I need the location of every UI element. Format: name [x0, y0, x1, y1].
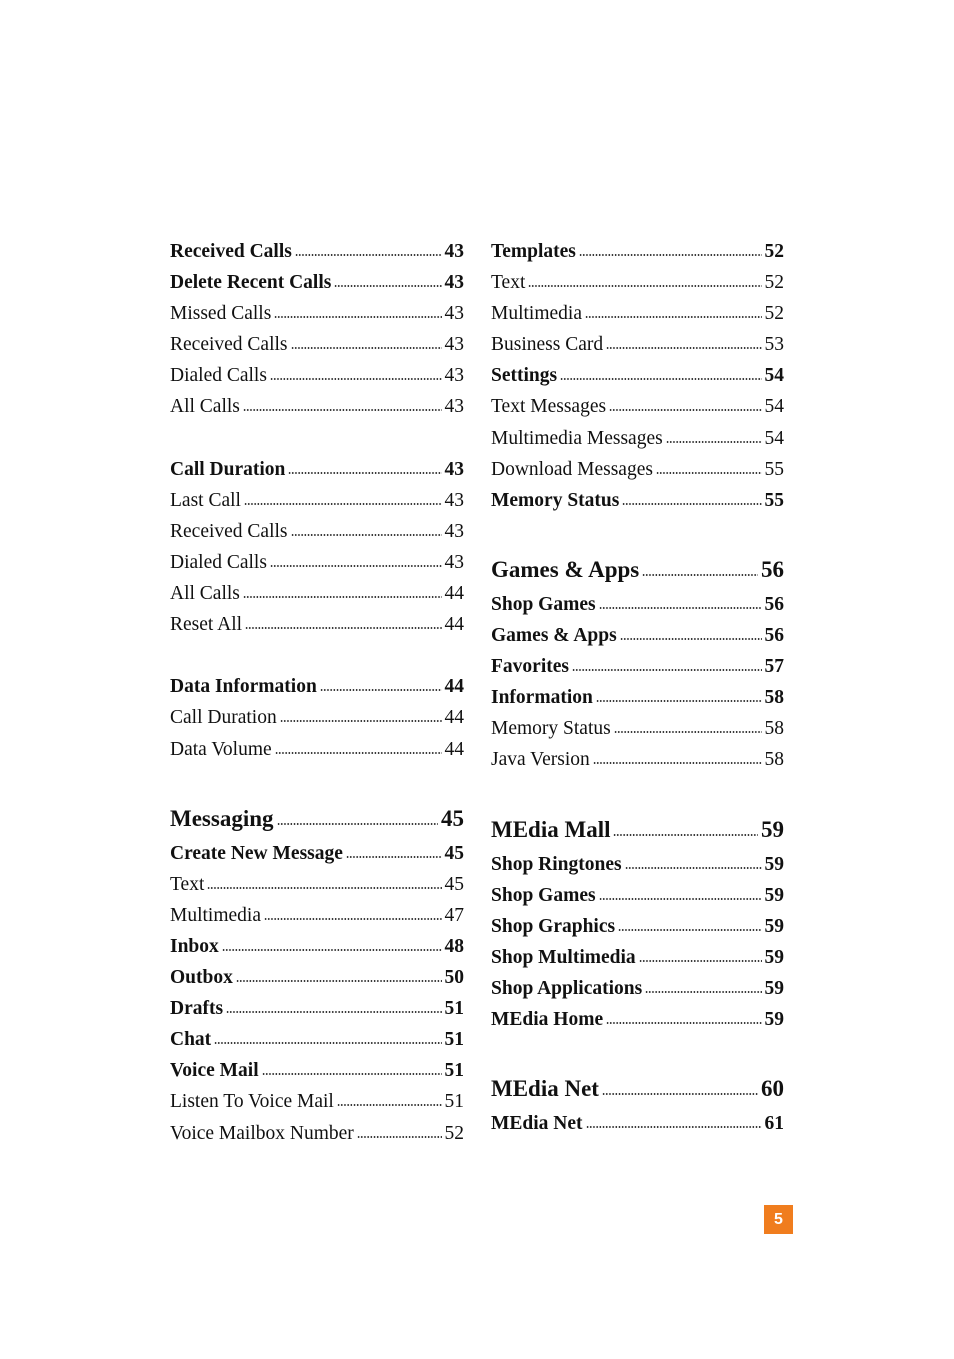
toc-entry-label: Multimedia Messages: [491, 427, 663, 449]
toc-entry-label: Create New Message: [170, 842, 343, 864]
dot-leader: [270, 377, 442, 381]
toc-entry-page: 52: [444, 1122, 464, 1144]
toc-entry-label: Data Information: [170, 676, 317, 698]
toc-entry-label: Shop Graphics: [491, 915, 616, 937]
dot-leader: [264, 917, 442, 921]
dot-leader: [585, 315, 762, 319]
toc-entry-page: 59: [764, 977, 784, 999]
toc-entry-drafts[interactable]: [170, 993, 464, 1024]
dot-leader: [613, 833, 758, 837]
toc-entry-all-calls[interactable]: [170, 578, 464, 609]
toc-entry-page: 56: [761, 556, 784, 582]
toc-entry-last-call[interactable]: [170, 485, 464, 516]
toc-entry-shop-games[interactable]: [491, 880, 784, 911]
dot-leader: [207, 886, 441, 890]
toc-entry-page: 52: [764, 241, 784, 262]
toc-entry-page: 56: [764, 593, 784, 615]
toc-entry-page: 43: [444, 365, 464, 387]
toc-entry-label: Chat: [170, 1029, 212, 1051]
page-number-badge: 5: [764, 1205, 793, 1234]
toc-entry-page: 44: [444, 676, 464, 698]
toc-entry-received-calls[interactable]: [170, 329, 464, 360]
toc-entry-page: 58: [764, 749, 784, 771]
toc-entry-page: 52: [764, 272, 784, 294]
dot-leader: [572, 668, 762, 672]
dot-leader: [214, 1041, 441, 1045]
toc-entry-label: Multimedia: [170, 904, 261, 926]
toc-entry-shop-games[interactable]: [491, 589, 784, 620]
dot-leader: [614, 730, 762, 734]
toc-entry-delete-recent-calls[interactable]: [170, 267, 464, 298]
toc-entry-label: Messaging: [170, 805, 274, 831]
toc-entry-label: MEdia Mall: [491, 816, 611, 842]
toc-entry-label: Inbox: [170, 935, 219, 957]
toc-entry-favorites[interactable]: [491, 651, 784, 682]
toc-entry-outbox[interactable]: [170, 962, 464, 993]
toc-entry-memory-status[interactable]: [491, 713, 784, 744]
toc-entry-voice-mailbox-number[interactable]: [170, 1118, 464, 1149]
toc-entry-page: 44: [444, 738, 464, 760]
toc-entry-label: Received Calls: [170, 334, 288, 356]
toc-entry-games-and-apps[interactable]: [491, 620, 784, 651]
toc-entry-label: Favorites: [491, 656, 569, 678]
toc-entry-page: 51: [444, 998, 464, 1020]
dot-leader: [334, 284, 441, 288]
toc-entry-label: MEdia Net: [491, 1076, 599, 1102]
toc-entry-label: Received Calls: [170, 241, 292, 262]
toc-entry-page: 57: [764, 656, 784, 678]
toc-entry-templates[interactable]: [491, 236, 784, 267]
toc-entry-shop-multimedia[interactable]: [491, 942, 784, 973]
toc-entry-page: 60: [761, 1076, 784, 1102]
dot-leader: [346, 855, 442, 859]
toc-entry-label: Multimedia: [491, 303, 582, 325]
toc-entry-label: Listen To Voice Mail: [170, 1091, 334, 1113]
dot-leader: [275, 751, 442, 755]
toc-entry-games-and-apps[interactable]: [491, 547, 784, 589]
toc-entry-label: Memory Status: [491, 489, 620, 511]
dot-leader: [609, 408, 761, 412]
toc-entry-label: Last Call: [170, 489, 241, 511]
dot-leader: [243, 595, 442, 599]
toc-entry-label: Templates: [491, 241, 576, 262]
dot-leader: [596, 699, 762, 703]
dot-leader: [295, 253, 442, 257]
toc-entry-create-new-message[interactable]: [170, 838, 464, 869]
dot-leader: [656, 471, 762, 475]
dot-leader: [291, 533, 442, 537]
section-spacer: [170, 423, 464, 454]
toc-entry-label: Outbox: [170, 967, 233, 989]
toc-entry-data-information[interactable]: [170, 671, 464, 702]
toc-entry-page: 52: [764, 303, 784, 325]
toc-entry-page: 59: [764, 1009, 784, 1031]
toc-entry-page: 58: [764, 718, 784, 740]
toc-entry-page: 56: [764, 625, 784, 647]
toc-entry-label: Text: [491, 272, 526, 294]
toc-entry-page: 43: [444, 396, 464, 418]
toc-entry-page: 59: [764, 946, 784, 968]
toc-entry-label: Java Version: [491, 749, 590, 771]
toc-entry-text[interactable]: [491, 267, 784, 298]
toc-entry-memory-status[interactable]: [491, 485, 784, 516]
toc-entry-page: 43: [444, 241, 464, 262]
toc-entry-page: 44: [444, 583, 464, 605]
dot-leader: [606, 346, 761, 350]
toc-entry-label: Data Volume: [170, 738, 272, 760]
dot-leader: [579, 253, 762, 257]
toc-entry-page: 51: [444, 1029, 464, 1051]
toc-entry-page: 43: [444, 520, 464, 542]
dot-leader: [244, 502, 442, 506]
toc-entry-page: 55: [764, 489, 784, 511]
toc-entry-label: Delete Recent Calls: [170, 272, 332, 294]
toc-entry-settings[interactable]: [491, 360, 784, 391]
toc-entry-label: Information: [491, 687, 593, 709]
toc-entry-page: 51: [444, 1091, 464, 1113]
dot-leader: [222, 948, 442, 952]
toc-entry-label: Voice Mailbox Number: [170, 1122, 354, 1144]
toc-entry-multimedia[interactable]: [170, 900, 464, 931]
dot-leader: [288, 471, 441, 475]
toc-entry-multimedia[interactable]: [491, 298, 784, 329]
toc-entry-page: 59: [764, 915, 784, 937]
dot-leader: [226, 1010, 441, 1014]
dot-leader: [666, 440, 762, 444]
toc-entry-text-messages[interactable]: [491, 391, 784, 422]
toc-entry-label: Settings: [491, 365, 558, 387]
toc-entry-label: Missed Calls: [170, 303, 272, 325]
dot-leader: [639, 959, 762, 963]
toc-entry-label: Dialed Calls: [170, 365, 267, 387]
dot-leader: [236, 979, 442, 983]
dot-leader: [586, 1125, 762, 1129]
toc-entry-shop-applications[interactable]: [491, 973, 784, 1004]
dot-leader: [642, 573, 758, 577]
toc-entry-label: Shop Games: [491, 593, 596, 615]
toc-entry-page: 59: [764, 884, 784, 906]
section-spacer: [491, 516, 784, 547]
toc-entry-label: Call Duration: [170, 458, 286, 480]
toc-entry-page: 54: [764, 427, 784, 449]
toc-entry-label: Shop Applications: [491, 977, 643, 999]
toc-entry-messaging[interactable]: [170, 796, 464, 838]
toc-entry-page: 51: [444, 1060, 464, 1082]
section-spacer: [491, 776, 784, 807]
toc-entry-page: 44: [444, 614, 464, 636]
toc-entry-label: All Calls: [170, 396, 240, 418]
toc-entry-label: Text Messages: [491, 396, 607, 418]
toc-entry-call-duration[interactable]: [170, 702, 464, 733]
dot-leader: [291, 346, 442, 350]
toc-entry-page: 54: [764, 365, 784, 387]
dot-leader: [620, 637, 762, 641]
dot-leader: [645, 990, 761, 994]
toc-column-right: [491, 236, 784, 1139]
dot-leader: [357, 1135, 442, 1139]
toc-entry-call-duration[interactable]: [170, 454, 464, 485]
toc-entry-label: Business Card: [491, 334, 604, 356]
toc-entry-label: Games & Apps: [491, 556, 640, 582]
toc-entry-page: 55: [764, 458, 784, 480]
toc-entry-java-version[interactable]: [491, 744, 784, 775]
dot-leader: [245, 626, 441, 630]
toc-entry-text[interactable]: [170, 869, 464, 900]
dot-leader: [270, 564, 442, 568]
toc-entry-label: Shop Ringtones: [491, 853, 622, 875]
toc-entry-page: 43: [444, 489, 464, 511]
toc-entry-received-calls[interactable]: [170, 516, 464, 547]
dot-leader: [277, 822, 439, 826]
toc-entry-label: Call Duration: [170, 707, 277, 729]
toc-entry-page: 58: [764, 687, 784, 709]
toc-entry-shop-graphics[interactable]: [491, 911, 784, 942]
dot-leader: [560, 377, 761, 381]
dot-leader: [528, 284, 761, 288]
toc-entry-voice-mail[interactable]: [170, 1055, 464, 1086]
toc-entry-received-calls[interactable]: [170, 236, 464, 267]
toc-entry-page: 43: [444, 272, 464, 294]
toc-entry-download-messages[interactable]: [491, 454, 784, 485]
dot-leader: [280, 719, 442, 723]
toc-entry-page: 61: [764, 1113, 784, 1135]
toc-entry-page: 50: [444, 967, 464, 989]
toc-entry-reset-all[interactable]: [170, 609, 464, 640]
toc-entry-data-volume[interactable]: [170, 734, 464, 765]
toc-entry-media-net[interactable]: [491, 1066, 784, 1108]
toc-entry-listen-to-voice-mail[interactable]: [170, 1086, 464, 1117]
toc-entry-page: 45: [441, 805, 464, 831]
section-spacer: [170, 640, 464, 671]
toc-entry-label: Download Messages: [491, 458, 653, 480]
toc-entry-page: 43: [444, 458, 464, 480]
toc-entry-page: 44: [444, 707, 464, 729]
toc-entry-page: 59: [764, 853, 784, 875]
dot-leader: [622, 502, 761, 506]
toc-entry-label: MEdia Home: [491, 1009, 604, 1031]
toc-entry-chat[interactable]: [170, 1024, 464, 1055]
dot-leader: [625, 866, 762, 870]
toc-entry-page: 45: [444, 873, 464, 895]
toc-entry-dialed-calls[interactable]: [170, 360, 464, 391]
toc-entry-page: 48: [444, 935, 464, 957]
toc-entry-media-home[interactable]: [491, 1004, 784, 1035]
toc-entry-label: Text: [170, 873, 205, 895]
toc-entry-label: Games & Apps: [491, 625, 617, 647]
toc-entry-multimedia-messages[interactable]: [491, 423, 784, 454]
dot-leader: [593, 761, 762, 765]
dot-leader: [337, 1103, 442, 1107]
toc-entry-label: Received Calls: [170, 520, 288, 542]
toc-entry-all-calls[interactable]: [170, 391, 464, 422]
toc-entry-label: Reset All: [170, 614, 243, 636]
toc-entry-page: 47: [444, 904, 464, 926]
toc-entry-dialed-calls[interactable]: [170, 547, 464, 578]
toc-entry-shop-ringtones[interactable]: [491, 849, 784, 880]
section-spacer: [491, 1035, 784, 1066]
section-spacer: [170, 765, 464, 796]
dot-leader: [599, 606, 762, 610]
toc-entry-label: Drafts: [170, 998, 224, 1020]
toc-entry-page: 43: [444, 303, 464, 325]
toc-entry-label: MEdia Net: [491, 1113, 583, 1135]
toc-entry-media-net[interactable]: [491, 1108, 784, 1139]
toc-entry-business-card[interactable]: [491, 329, 784, 360]
toc-entry-page: 54: [764, 396, 784, 418]
toc-entry-page: 59: [761, 816, 784, 842]
dot-leader: [606, 1021, 761, 1025]
toc-entry-label: All Calls: [170, 583, 240, 605]
dot-leader: [262, 1072, 442, 1076]
dot-leader: [618, 928, 761, 932]
dot-leader: [243, 408, 442, 412]
toc-entry-inbox[interactable]: [170, 931, 464, 962]
toc-entry-page: 53: [764, 334, 784, 356]
dot-leader: [274, 315, 441, 319]
dot-leader: [320, 688, 442, 692]
toc-entry-page: 43: [444, 334, 464, 356]
toc-entry-page: 43: [444, 551, 464, 573]
dot-leader: [599, 897, 762, 901]
toc-entry-label: Shop Games: [491, 884, 596, 906]
toc-entry-label: Voice Mail: [170, 1060, 259, 1082]
toc-entry-missed-calls[interactable]: [170, 298, 464, 329]
toc-entry-label: Memory Status: [491, 718, 611, 740]
toc-entry-page: 45: [444, 842, 464, 864]
toc-entry-information[interactable]: [491, 682, 784, 713]
toc-entry-media-mall[interactable]: [491, 807, 784, 849]
toc-entry-label: Dialed Calls: [170, 551, 267, 573]
toc-column-left: [170, 236, 464, 1149]
dot-leader: [602, 1092, 758, 1096]
toc-entry-label: Shop Multimedia: [491, 946, 636, 968]
